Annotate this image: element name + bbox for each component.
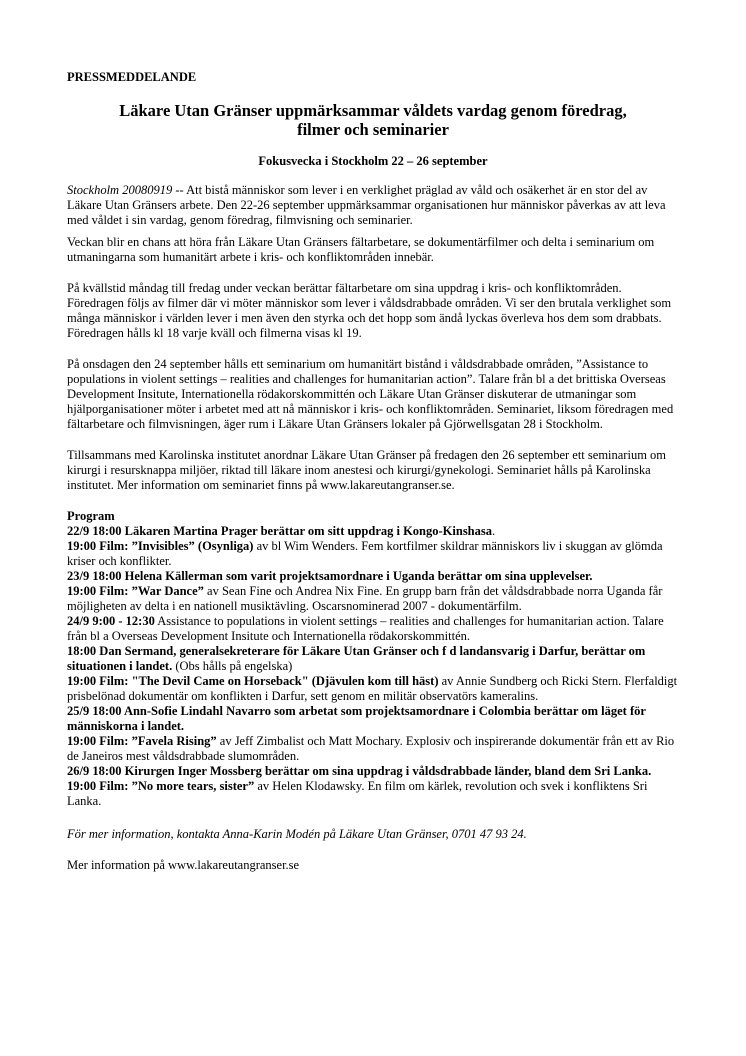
program-item-bold: 25/9 18:00 Ann-Sofie Lindahl Navarro som arbetat som projektsamordnare i Colombia berättar om läget för människorna i landet. [67,704,646,733]
program-item-bold: 19:00 Film: ”Favela Rising” [67,734,217,748]
program-item-bold: 19:00 Film: ”War Dance” [67,584,204,598]
program-list [67,524,679,809]
program-heading: Program [67,509,115,523]
press-release [67,70,679,873]
contact-line: För mer information, kontakta Anna-Karin Modén på Läkare Utan Gränser, 0701 47 93 24. [67,827,527,841]
program-item [67,644,679,674]
program-item [67,674,679,704]
program-item-text: av Helen Klodawsky. En film om kärlek, revolution och svek i konfliktens Sri Lanka. [67,779,648,808]
program-item [67,584,679,614]
program-item-text: av Jeff Zimbalist och Matt Mochary. Explosiv och inspirerande dokumentär från ett av Rio de Janeiros mest våldsdrabbade slumområden. [67,734,675,763]
program-item-bold: 19:00 Film: "The Devil Came on Horseback" (Djävulen kom till häst) [67,674,439,688]
program-item [67,569,679,584]
paragraph-5: Tillsammans med Karolinska institutet anordnar Läkare Utan Gränser på fredagen den 26 september ett seminarium om kirurgi i resursknappa miljöer, riktad till läkare inom anestesi och kirurgi/gynekologi. Seminariet hålls på Karolinska institutet. Mer information om seminariet finns på www.lakareutangranser.se. [67,448,667,492]
paragraph-3: På kvällstid måndag till fredag under veckan berättar fältarbetare om sina uppdrag i kris- och konfliktområden. Föredragen följs av filmer där vi möter människor som lever i våldsdrabbade områden. Vi ser den brutala verklighet som många människor i världen lever i men även den styrka och det hopp som ändå lyckas överleva hos dem som drabbats. Föredragen hålls kl 18 varje kväll och filmerna visas kl 19. [67,281,672,340]
program-item [67,539,679,569]
program-item-bold: 19:00 Film: ”No more tears, sister” [67,779,255,793]
program-item [67,524,679,539]
program-item-bold: 22/9 18:00 Läkaren Martina Prager berättar om sitt uppdrag i Kongo-Kinshasa [67,524,492,538]
program-item-bold: 26/9 18:00 Kirurgen Inger Mossberg berättar om sina uppdrag i våldsdrabbade länder, bland dem Sri Lanka. [67,764,652,778]
program-item-bold: 18:00 Dan Sermand, generalsekreterare för Läkare Utan Gränser och f d landansvarig i Darfur, berättar om situationen i landet. [67,644,646,673]
page-title: Läkare Utan Gränser uppmärksammar våldets vardag genom föredrag, filmer och seminarier [119,101,627,139]
program-item [67,779,679,809]
program-item-bold: 24/9 9:00 - 12:30 [67,614,155,628]
program-item-text: (Obs hålls på engelska) [172,659,293,673]
paragraph-2: Veckan blir en chans att höra från Läkare Utan Gränsers fältarbetare, se dokumentärfilmer och delta i seminarium om utmaningarna som humanitärt arbete i kris- och konfliktområden innebär. [67,235,655,264]
program-item-text: . [492,524,496,538]
program-item-text: av bl Wim Wenders. Fem kortfilmer skildrar människors liv i skuggan av glömda kriser och konflikter. [67,539,663,568]
paragraph-4: På onsdagen den 24 september hålls ett seminarium om humanitärt bistånd i våldsdrabbade områden, ”Assistance to populations in violent settings – realities and challenges for humanitarian action”. Talare från bl a det brittiska Overseas Development Insitute, Internationella rödakorskommittén och Läkare Utan Gränser diskuterar de utmaningar som hjälporganisationer möter i arbetet med att nå människor i kris- och konfliktområden. Seminariet, liksom föredragen med fältarbetare och filmvisningen, äger rum i Läkare Utan Gränsers lokaler på Gjörwellsgatan 28 i Stockholm. [67,357,674,431]
program-item [67,734,679,764]
dateline: Stockholm 20080919 [67,183,173,197]
program-item-bold: 23/9 18:00 Helena Källerman som varit projektsamordnare i Uganda berättar om sina upplevelser. [67,569,593,583]
footer-info: Mer information på www.lakareutangranser.se [67,858,300,872]
program-item [67,614,679,644]
program-item-text: av Annie Sundberg och Ricki Stern. Flerfaldigt prisbelönad dokumentär om konflikten i Darfur, sett genom en militär observatörs kameralins. [67,674,678,703]
document-label: PRESSMEDDELANDE [67,70,197,84]
intro-text: -- Att bistå människor som lever i en verklighet präglad av våld och osäkerhet är en stor del av Läkare Utan Gränsers arbete. Den 22-26 september uppmärksammar organisationen hur människor påverkas av att leva med våldet i sin vardag, genom föredrag, filmvisning och seminarier. [67,183,666,227]
program-item [67,764,679,779]
program-item-text: av Sean Fine och Andrea Nix Fine. En grupp barn från det våldsdrabbade norra Uganda får möjligheten av delta i en nationell musiktävling. Oscarsnominerad 2007 - dokumentärfilm. [67,584,663,613]
program-item-bold: 19:00 Film: ”Invisibles” (Osynliga) [67,539,254,553]
intro-paragraph [67,183,679,228]
program-item [67,704,679,734]
page-subtitle: Fokusvecka i Stockholm 22 – 26 september [258,154,488,168]
program-item-text: Assistance to populations in violent settings – realities and challenges for humanitarian action. Talare från bl a Overseas Development Insitute och Internationella rödakorskommittén. [67,614,664,643]
